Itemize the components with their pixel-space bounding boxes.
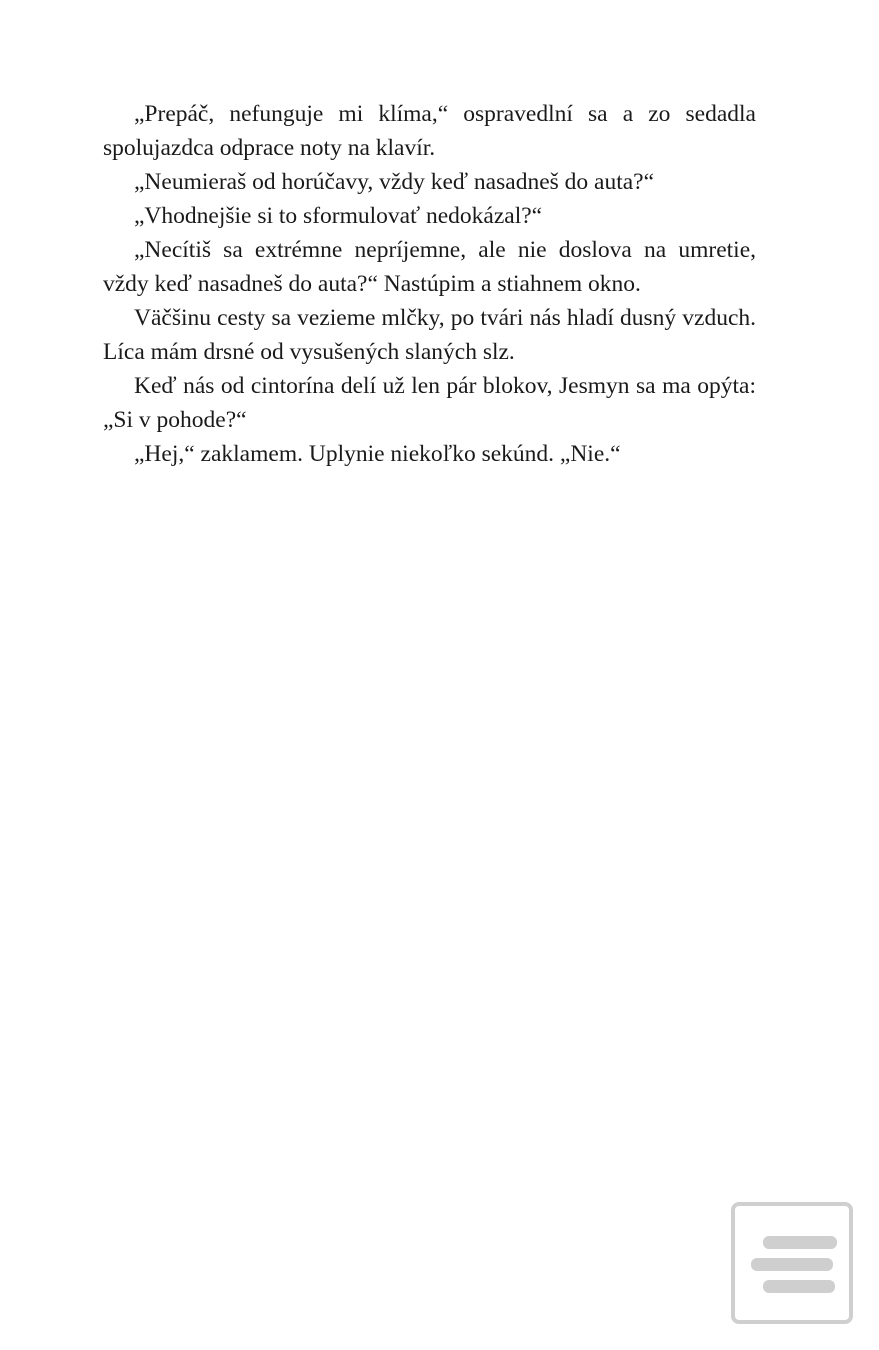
book-bar [763, 1280, 835, 1293]
book-bar [763, 1236, 837, 1249]
paragraph-6: Keď nás od cintorína delí už len pár blokov, Jesmyn sa ma opýta: „Si v pohode?“ [103, 373, 756, 433]
paragraph-7: „Hej,“ zaklamem. Uplynie niekoľko sekúnd. „Nie.“ [134, 441, 621, 467]
paragraph-3: „Vhodnejšie si to sformulovať nedokázal?“ [134, 203, 543, 229]
body-text [103, 97, 756, 471]
paragraph-1: „Prepáč, nefunguje mi klíma,“ ospravedlní sa a zo sedadla spolujazdca odprace noty na klavír. [103, 101, 756, 161]
book-stack-icon [731, 1202, 853, 1324]
book-bar [751, 1258, 833, 1271]
paragraph-4: „Necítiš sa extrémne nepríjemne, ale nie doslova na umretie, vždy keď nasadneš do auta?“ Nastúpim a stiahnem okno. [103, 237, 756, 297]
paragraph-2: „Neumieraš od horúčavy, vždy keď nasadneš do auta?“ [134, 169, 655, 195]
paragraph-5: Väčšinu cesty sa vezieme mlčky, po tvári nás hladí dusný vzduch. Líca mám drsné od vysušených slaných slz. [103, 305, 756, 365]
